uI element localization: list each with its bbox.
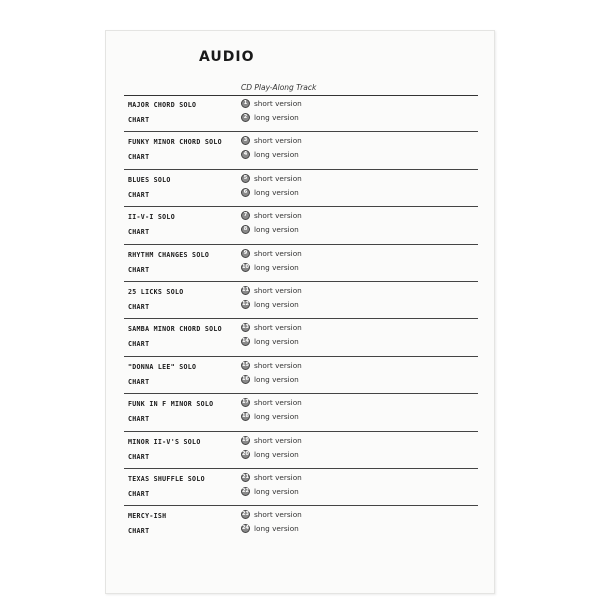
cd-track-icon: 11 bbox=[242, 286, 249, 293]
chart-label: CHART bbox=[128, 340, 150, 349]
solo-name: 25 LICKS SOLO bbox=[128, 287, 184, 296]
cd-track-icon: 1 bbox=[241, 99, 250, 108]
column-header: CD Play-Along Track bbox=[241, 83, 317, 92]
short-version-label: short version bbox=[254, 136, 302, 146]
short-version-label: short version bbox=[254, 398, 302, 408]
long-version-label: long version bbox=[254, 449, 299, 459]
short-version-label: short version bbox=[254, 285, 302, 295]
audio-entry bbox=[124, 469, 478, 506]
chart-label: CHART bbox=[128, 489, 150, 498]
cd-track-icon: 14 bbox=[242, 338, 249, 345]
audio-entry bbox=[124, 207, 478, 244]
short-version-track bbox=[241, 398, 302, 407]
long-version-label: long version bbox=[254, 113, 299, 122]
long-version-track bbox=[241, 225, 299, 234]
solo-name: MAJOR CHORD SOLO bbox=[128, 101, 197, 109]
audio-entry bbox=[124, 170, 478, 207]
cd-track-icon: 6 bbox=[241, 188, 250, 197]
long-version-label: long version bbox=[254, 225, 299, 235]
long-version-label: long version bbox=[254, 337, 299, 347]
chart-label: CHART bbox=[128, 377, 150, 386]
chart-label: CHART bbox=[128, 228, 150, 237]
long-version-label: long version bbox=[254, 299, 299, 309]
short-version-track bbox=[241, 323, 302, 332]
short-version-label: short version bbox=[254, 360, 302, 370]
chart-label: CHART bbox=[128, 116, 150, 124]
long-version-label: long version bbox=[254, 524, 299, 534]
solo-name: TEXAS SHUFFLE SOLO bbox=[128, 474, 205, 483]
short-version-track bbox=[241, 249, 302, 258]
cd-track-icon: 12 bbox=[242, 300, 249, 307]
long-version-label: long version bbox=[254, 150, 299, 160]
cd-track-icon: 23 bbox=[242, 511, 249, 518]
cd-track-icon: 8 bbox=[241, 225, 250, 234]
short-version-track bbox=[241, 211, 302, 220]
short-version-track bbox=[241, 436, 302, 445]
cd-track-icon: 4 bbox=[241, 150, 250, 159]
cd-track-icon: 7 bbox=[241, 211, 250, 220]
chart-label: CHART bbox=[128, 302, 150, 311]
cd-track-icon: 19 bbox=[242, 436, 249, 443]
short-version-track bbox=[241, 136, 302, 145]
audio-entry bbox=[124, 432, 478, 469]
audio-entry bbox=[124, 282, 478, 319]
audio-entry bbox=[124, 245, 478, 282]
chart-label: CHART bbox=[128, 452, 150, 461]
long-version-track bbox=[241, 113, 299, 122]
short-version-track bbox=[241, 473, 302, 482]
long-version-track bbox=[241, 188, 299, 197]
solo-name: MERCY-ISH bbox=[128, 512, 167, 521]
cd-track-icon: 13 bbox=[242, 324, 249, 331]
chart-label: CHART bbox=[128, 265, 150, 274]
audio-track-list bbox=[106, 95, 494, 544]
short-version-label: short version bbox=[254, 248, 302, 258]
long-version-track bbox=[241, 450, 299, 459]
short-version-track bbox=[241, 361, 302, 370]
long-version-track bbox=[241, 487, 299, 496]
cd-track-icon: 3 bbox=[241, 136, 250, 145]
chart-label: CHART bbox=[128, 527, 150, 536]
cd-track-icon: 20 bbox=[242, 450, 249, 457]
long-version-track bbox=[241, 412, 299, 421]
short-version-label: short version bbox=[254, 472, 302, 482]
cd-track-icon: 9 bbox=[241, 249, 250, 258]
audio-entry bbox=[124, 506, 478, 543]
long-version-label: long version bbox=[254, 412, 299, 422]
long-version-track bbox=[241, 150, 299, 159]
document-page bbox=[105, 30, 495, 594]
short-version-track bbox=[241, 510, 302, 519]
long-version-label: long version bbox=[254, 187, 299, 197]
cd-track-icon: 16 bbox=[242, 375, 249, 382]
long-version-track bbox=[241, 263, 299, 272]
solo-name: FUNK IN F MINOR SOLO bbox=[128, 400, 214, 409]
long-version-track bbox=[241, 375, 299, 384]
short-version-label: short version bbox=[254, 323, 302, 333]
page-title: AUDIO bbox=[199, 49, 255, 65]
long-version-track bbox=[241, 300, 299, 309]
cd-track-icon: 18 bbox=[242, 413, 249, 420]
short-version-track bbox=[241, 99, 302, 108]
short-version-label: short version bbox=[254, 173, 302, 183]
long-version-track bbox=[241, 337, 299, 346]
solo-name: RHYTHM CHANGES SOLO bbox=[128, 250, 210, 259]
short-version-label: short version bbox=[254, 435, 302, 445]
short-version-label: short version bbox=[254, 510, 302, 520]
cd-track-icon: 5 bbox=[241, 174, 250, 183]
solo-name: II-V-I SOLO bbox=[128, 213, 175, 222]
short-version-label: short version bbox=[254, 99, 302, 108]
chart-label: CHART bbox=[128, 153, 150, 162]
cd-track-icon: 22 bbox=[242, 487, 249, 494]
solo-name: SAMBA MINOR CHORD SOLO bbox=[128, 325, 222, 334]
chart-label: CHART bbox=[128, 415, 150, 424]
cd-track-icon: 24 bbox=[242, 525, 249, 532]
long-version-label: long version bbox=[254, 374, 299, 384]
short-version-label: short version bbox=[254, 211, 302, 221]
audio-entry bbox=[124, 319, 478, 356]
long-version-track bbox=[241, 524, 299, 533]
long-version-label: long version bbox=[254, 486, 299, 496]
solo-name: MINOR II-V'S SOLO bbox=[128, 437, 201, 446]
solo-name: "DONNA LEE" SOLO bbox=[128, 362, 197, 371]
audio-entry bbox=[124, 95, 478, 132]
cd-track-icon: 15 bbox=[242, 361, 249, 368]
chart-label: CHART bbox=[128, 190, 150, 199]
solo-name: BLUES SOLO bbox=[128, 175, 171, 184]
cd-track-icon: 2 bbox=[241, 113, 250, 122]
long-version-label: long version bbox=[254, 262, 299, 272]
cd-track-icon: 10 bbox=[242, 263, 249, 270]
short-version-track bbox=[241, 286, 302, 295]
solo-name: FUNKY MINOR CHORD SOLO bbox=[128, 138, 222, 147]
audio-entry bbox=[124, 132, 478, 169]
cd-track-icon: 17 bbox=[242, 399, 249, 406]
audio-entry bbox=[124, 394, 478, 431]
audio-entry bbox=[124, 357, 478, 394]
cd-track-icon: 21 bbox=[242, 473, 249, 480]
short-version-track bbox=[241, 174, 302, 183]
